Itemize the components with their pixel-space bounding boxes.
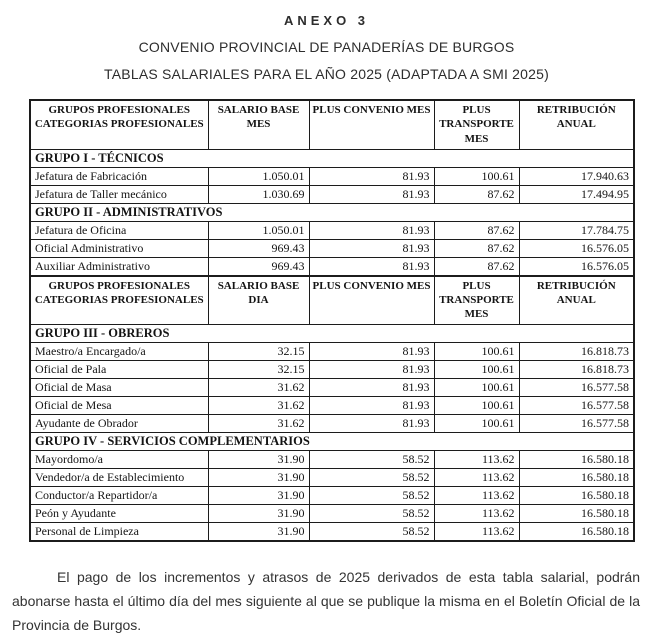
value-cell: 113.62	[434, 505, 519, 523]
table-row	[30, 379, 634, 397]
table-row	[30, 523, 634, 542]
value-cell: 31.90	[208, 523, 309, 542]
column-header-line: SALARIO BASE	[217, 104, 300, 116]
value-cell: 31.90	[208, 469, 309, 487]
value-cell: 100.61	[434, 415, 519, 433]
group-header-label: GRUPO I - TÉCNICOS	[30, 149, 634, 167]
value-cell: 81.93	[309, 257, 434, 276]
salary-table	[29, 99, 635, 542]
group-header-row	[30, 325, 634, 343]
salary-table-body	[30, 100, 634, 541]
table-row	[30, 397, 634, 415]
column-header-line: MES	[464, 132, 489, 145]
title-block	[0, 0, 653, 82]
table-row	[30, 221, 634, 239]
column-header-line: CATEGORIAS PROFESIONALES	[34, 293, 204, 306]
title-anexo: ANEXO 3	[283, 13, 370, 28]
footer-paragraph: El pago de los incrementos y atrasos de 2025 derivados de esta tabla salarial, podrán abonarse hasta el último día del mes siguiente al que se publique la misma en el Boletín Oficial de la Provincia de Burgos.	[12, 569, 640, 634]
value-cell: 31.90	[208, 505, 309, 523]
value-cell: 16.577.58	[519, 379, 634, 397]
category-cell: Vendedor/a de Establecimiento	[30, 469, 208, 487]
value-cell: 58.52	[309, 505, 434, 523]
category-cell: Mayordomo/a	[30, 451, 208, 469]
value-cell: 58.52	[309, 487, 434, 505]
column-header-line: PLUS CONVENIO MES	[312, 279, 431, 292]
category-cell: Auxiliar Administrativo	[30, 257, 208, 276]
column-header	[434, 276, 519, 325]
category-cell: Jefatura de Taller mecánico	[30, 185, 208, 203]
column-header-line: GRUPOS PROFESIONALES	[48, 104, 190, 116]
group-header-row	[30, 433, 634, 451]
table-row	[30, 415, 634, 433]
value-cell: 81.93	[309, 343, 434, 361]
table-row	[30, 469, 634, 487]
column-header	[208, 100, 309, 149]
table-row	[30, 343, 634, 361]
category-cell: Oficial de Pala	[30, 361, 208, 379]
value-cell: 87.62	[434, 239, 519, 257]
category-cell: Personal de Limpieza	[30, 523, 208, 542]
category-cell: Peón y Ayudante	[30, 505, 208, 523]
value-cell: 16.580.18	[519, 469, 634, 487]
value-cell: 16.580.18	[519, 505, 634, 523]
value-cell: 58.52	[309, 523, 434, 542]
value-cell: 81.93	[309, 239, 434, 257]
title-convenio: CONVENIO PROVINCIAL DE PANADERÍAS DE BURGOS	[138, 39, 515, 55]
value-cell: 87.62	[434, 221, 519, 239]
table-header-row	[30, 276, 634, 325]
value-cell: 81.93	[309, 221, 434, 239]
value-cell: 81.93	[309, 379, 434, 397]
value-cell: 100.61	[434, 379, 519, 397]
value-cell: 16.576.05	[519, 239, 634, 257]
group-header-label: GRUPO II - ADMINISTRATIVOS	[30, 203, 634, 221]
column-header	[30, 100, 208, 149]
value-cell: 16.577.58	[519, 415, 634, 433]
column-header	[208, 276, 309, 325]
value-cell: 100.61	[434, 361, 519, 379]
column-header-line: SALARIO BASE	[217, 279, 300, 292]
category-cell: Jefatura de Fabricación	[30, 167, 208, 185]
value-cell: 81.93	[309, 361, 434, 379]
column-header-line: ANUAL	[556, 293, 596, 306]
value-cell: 16.580.18	[519, 451, 634, 469]
category-cell: Jefatura de Oficina	[30, 221, 208, 239]
category-cell: Ayudante de Obrador	[30, 415, 208, 433]
value-cell: 17.494.95	[519, 185, 634, 203]
group-header-label: GRUPO IV - SERVICIOS COMPLEMENTARIOS	[30, 433, 634, 451]
column-header	[30, 276, 208, 325]
value-cell: 1.030.69	[208, 185, 309, 203]
value-cell: 16.576.05	[519, 257, 634, 276]
table-row	[30, 239, 634, 257]
value-cell: 113.62	[434, 469, 519, 487]
table-row	[30, 257, 634, 276]
value-cell: 31.62	[208, 379, 309, 397]
value-cell: 32.15	[208, 361, 309, 379]
value-cell: 31.90	[208, 487, 309, 505]
column-header-line: MES	[464, 308, 489, 321]
column-header	[519, 276, 634, 325]
value-cell: 81.93	[309, 397, 434, 415]
column-header-line: DIA	[248, 293, 269, 306]
category-cell: Oficial de Mesa	[30, 397, 208, 415]
value-cell: 81.93	[309, 415, 434, 433]
value-cell: 58.52	[309, 469, 434, 487]
column-header-line: TRANSPORTE	[439, 293, 514, 306]
column-header-line: RETRIBUCIÓN	[536, 104, 616, 116]
table-row	[30, 361, 634, 379]
value-cell: 16.818.73	[519, 343, 634, 361]
column-header-line: PLUS	[462, 104, 491, 116]
category-cell: Oficial Administrativo	[30, 239, 208, 257]
table-header-row	[30, 100, 634, 149]
value-cell: 100.61	[434, 397, 519, 415]
table-row	[30, 487, 634, 505]
column-header-line: PLUS	[462, 279, 491, 292]
value-cell: 113.62	[434, 451, 519, 469]
value-cell: 969.43	[208, 257, 309, 276]
value-cell: 113.62	[434, 523, 519, 542]
value-cell: 32.15	[208, 343, 309, 361]
value-cell: 1.050.01	[208, 167, 309, 185]
value-cell: 17.784.75	[519, 221, 634, 239]
table-row	[30, 167, 634, 185]
value-cell: 16.577.58	[519, 397, 634, 415]
group-header-row	[30, 203, 634, 221]
value-cell: 16.818.73	[519, 361, 634, 379]
value-cell: 87.62	[434, 185, 519, 203]
value-cell: 17.940.63	[519, 167, 634, 185]
value-cell: 31.62	[208, 415, 309, 433]
value-cell: 100.61	[434, 167, 519, 185]
value-cell: 16.580.18	[519, 523, 634, 542]
value-cell: 113.62	[434, 487, 519, 505]
column-header-line: CATEGORIAS PROFESIONALES	[34, 118, 204, 131]
column-header-line: TRANSPORTE	[439, 118, 514, 131]
value-cell: 58.52	[309, 451, 434, 469]
value-cell: 31.62	[208, 397, 309, 415]
value-cell: 81.93	[309, 167, 434, 185]
table-row	[30, 185, 634, 203]
value-cell: 100.61	[434, 343, 519, 361]
column-header-line: PLUS CONVENIO MES	[312, 104, 431, 116]
value-cell: 81.93	[309, 185, 434, 203]
column-header-line: ANUAL	[556, 118, 596, 131]
value-cell: 87.62	[434, 257, 519, 276]
group-header-row	[30, 149, 634, 167]
column-header	[519, 100, 634, 149]
value-cell: 1.050.01	[208, 221, 309, 239]
value-cell: 31.90	[208, 451, 309, 469]
title-tablas: TABLAS SALARIALES PARA EL AÑO 2025 (ADAPTADA A SMI 2025)	[104, 66, 549, 82]
group-header-label: GRUPO III - OBREROS	[30, 325, 634, 343]
column-header-line: RETRIBUCIÓN	[536, 279, 616, 292]
column-header	[309, 100, 434, 149]
table-row	[30, 505, 634, 523]
column-header	[309, 276, 434, 325]
value-cell: 969.43	[208, 239, 309, 257]
column-header-line: MES	[246, 118, 271, 131]
column-header	[434, 100, 519, 149]
category-cell: Oficial de Masa	[30, 379, 208, 397]
column-header-line: GRUPOS PROFESIONALES	[48, 279, 190, 292]
category-cell: Conductor/a Repartidor/a	[30, 487, 208, 505]
value-cell: 16.580.18	[519, 487, 634, 505]
table-row	[30, 451, 634, 469]
category-cell: Maestro/a Encargado/a	[30, 343, 208, 361]
